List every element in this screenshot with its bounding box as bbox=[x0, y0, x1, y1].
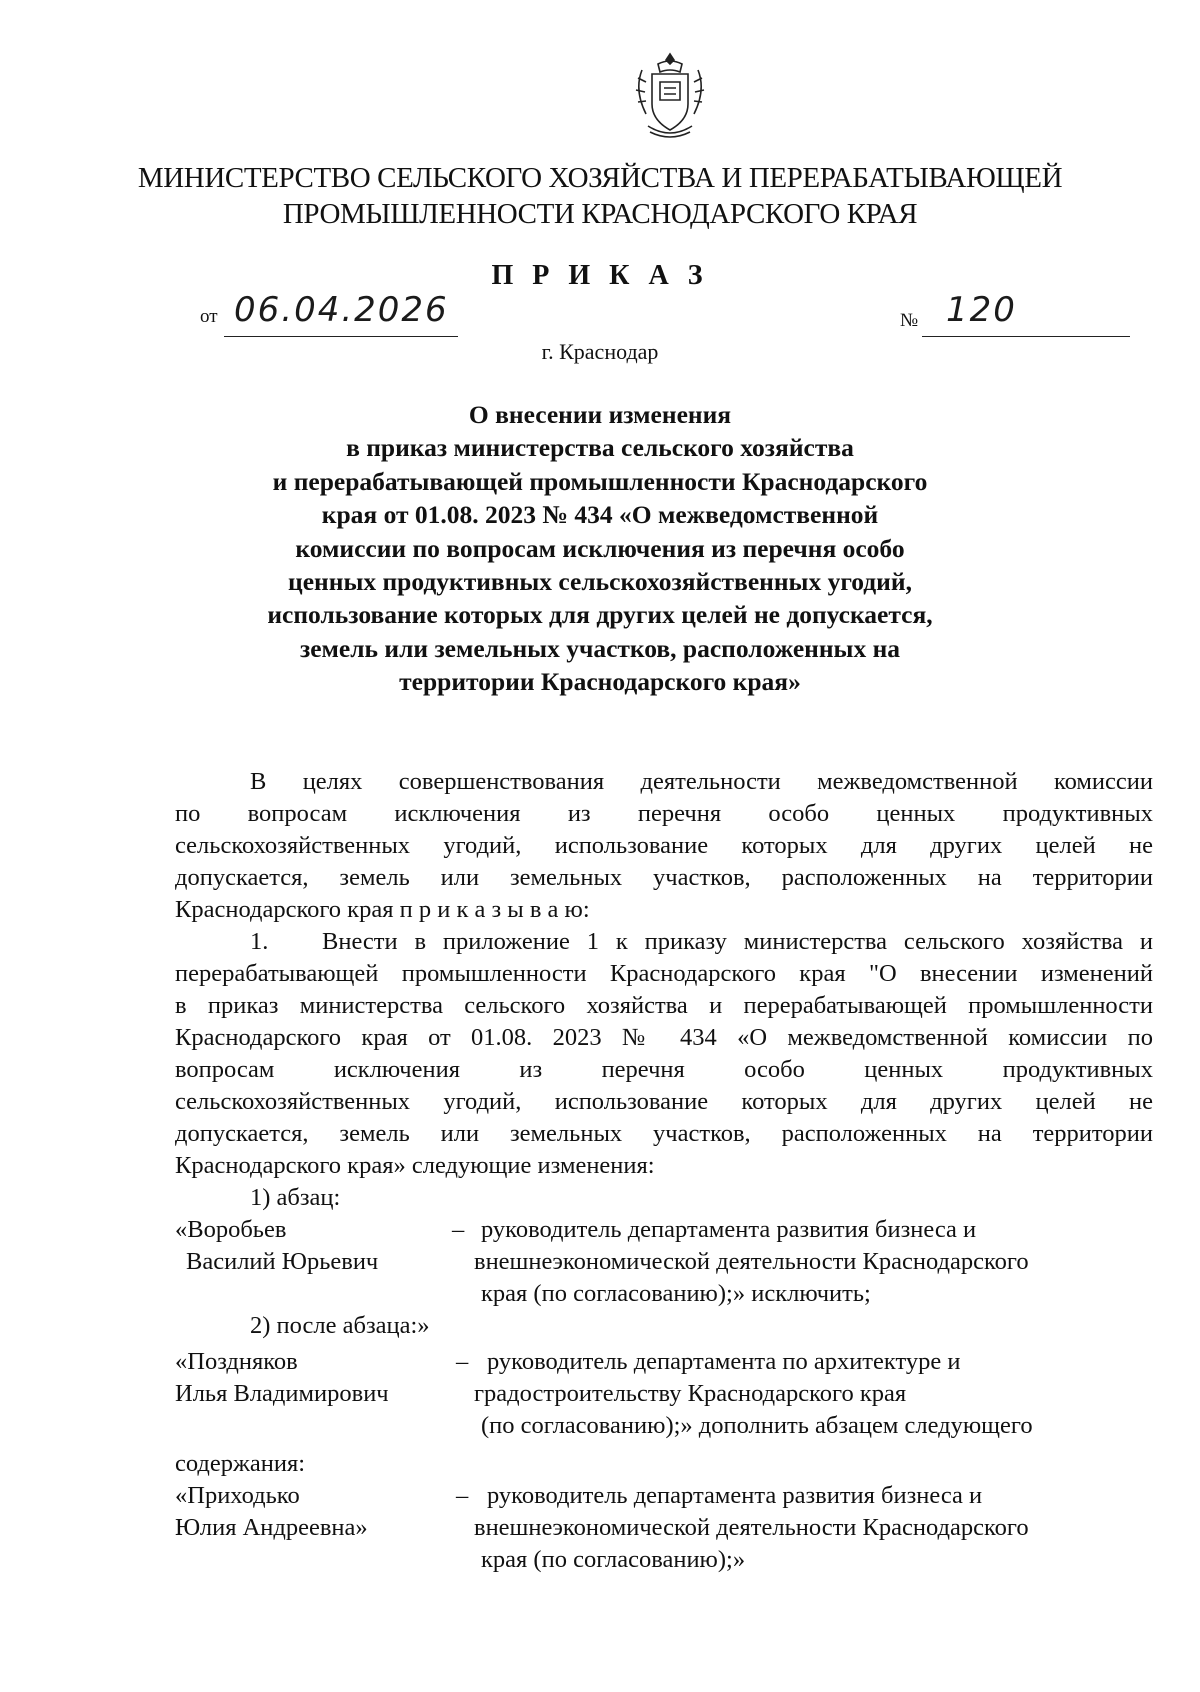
entry-3-desc: внешнеэкономической деятельности Краснодарского bbox=[474, 1514, 1029, 1541]
krasnodar-coat-of-arms-icon bbox=[622, 48, 718, 144]
subject-line: территории Краснодарского края» bbox=[399, 667, 801, 697]
content-label: содержания: bbox=[175, 1450, 306, 1477]
sub-item-1-label: 1) абзац: bbox=[250, 1184, 341, 1211]
subject-line: комиссии по вопросам исключения из перечня особо bbox=[295, 533, 905, 563]
item-1-line: в приказ министерства сельского хозяйства и перерабатывающей промышленности bbox=[175, 992, 1153, 1019]
date-field bbox=[224, 292, 458, 337]
entry-2-dash: – bbox=[456, 1348, 469, 1375]
entry-2-name: Илья Владимирович bbox=[175, 1380, 389, 1407]
entry-3-dash: – bbox=[456, 1482, 469, 1509]
item-1-number: 1. bbox=[250, 928, 269, 955]
entry-1-desc: внешнеэкономической деятельности Краснодарского bbox=[474, 1248, 1029, 1275]
coat-of-arms-emblem bbox=[622, 48, 718, 144]
handwritten-date: 06.04.2026 bbox=[234, 290, 449, 330]
entry-2-name: «Поздняков bbox=[175, 1348, 298, 1375]
subject-line: использование которых для других целей не допускается, bbox=[267, 600, 933, 630]
intro-line: Краснодарского края п р и к а з ы в а ю: bbox=[175, 896, 590, 923]
entry-2-desc: руководитель департамента по архитектуре и bbox=[487, 1348, 961, 1375]
entry-3-name: Юлия Андреевна» bbox=[175, 1514, 368, 1541]
subject-line: края от 01.08. 2023 № 434 «О межведомственной bbox=[321, 500, 879, 530]
sub-item-2-label: 2) после абзаца:» bbox=[250, 1312, 430, 1339]
subject-line: в приказ министерства сельского хозяйства bbox=[346, 433, 854, 463]
intro-line: В целях совершенствования деятельности межведомственной комиссии bbox=[250, 768, 1153, 795]
number-field bbox=[922, 292, 1130, 337]
entry-3-desc: края (по согласованию);» bbox=[481, 1546, 746, 1573]
intro-line: допускается, земель или земельных участков, расположенных на территории bbox=[175, 864, 1153, 891]
order-subject bbox=[0, 398, 1200, 699]
item-1-line: сельскохозяйственных угодий, использование которых для других целей не bbox=[175, 1088, 1153, 1115]
subject-line: и перерабатывающей промышленности Краснодарского bbox=[272, 466, 928, 496]
entry-1-name: Василий Юрьевич bbox=[186, 1248, 379, 1275]
subject-line: О внесении изменения bbox=[468, 400, 732, 429]
item-1-line: перерабатывающей промышленности Краснодарского края "О внесении изменений bbox=[175, 960, 1153, 987]
entry-3-name: «Приходько bbox=[175, 1482, 300, 1509]
subject-line: земель или земельных участков, расположенных на bbox=[299, 633, 901, 663]
entry-2-desc: градостроительству Краснодарского края bbox=[474, 1380, 907, 1407]
subject-line: ценных продуктивных сельскохозяйственных угодий, bbox=[288, 567, 912, 597]
handwritten-number: 120 bbox=[946, 290, 1017, 330]
entry-1-desc: края (по согласованию);» исключить; bbox=[481, 1280, 871, 1307]
intro-line: сельскохозяйственных угодий, использование которых для других целей не bbox=[175, 832, 1153, 859]
item-1-line: Внести в приложение 1 к приказу министерства сельского хозяйства и bbox=[322, 928, 1153, 955]
item-1-line: допускается, земель или земельных участков, расположенных на территории bbox=[175, 1120, 1153, 1147]
number-prefix: № bbox=[900, 310, 919, 331]
intro-line: по вопросам исключения из перечня особо ценных продуктивных bbox=[175, 800, 1153, 827]
entry-1-dash: – bbox=[452, 1216, 465, 1243]
entry-1-desc: руководитель департамента развития бизнеса и bbox=[481, 1216, 977, 1243]
ministry-name-line-2: ПРОМЫШЛЕННОСТИ КРАСНОДАРСКОГО КРАЯ bbox=[282, 198, 918, 230]
order-title: П Р И К А З bbox=[491, 260, 709, 291]
item-1-line: Краснодарского края» следующие изменения: bbox=[175, 1152, 655, 1179]
entry-1-name: «Воробьев bbox=[175, 1216, 287, 1243]
item-1-line: вопросам исключения из перечня особо ценных продуктивных bbox=[175, 1056, 1153, 1083]
ministry-name-line-1: МИНИСТЕРСТВО СЕЛЬСКОГО ХОЗЯЙСТВА И ПЕРЕРАБАТЫВАЮЩЕЙ bbox=[137, 162, 1063, 194]
item-1-line: Краснодарского края от 01.08. 2023 № 434 «О межведомственной комиссии по bbox=[175, 1024, 1153, 1051]
city: г. Краснодар bbox=[541, 339, 659, 364]
date-prefix: от bbox=[200, 306, 218, 327]
entry-3-desc: руководитель департамента развития бизнеса и bbox=[487, 1482, 983, 1509]
entry-2-desc: (по согласованию);» дополнить абзацем следующего bbox=[481, 1412, 1033, 1439]
